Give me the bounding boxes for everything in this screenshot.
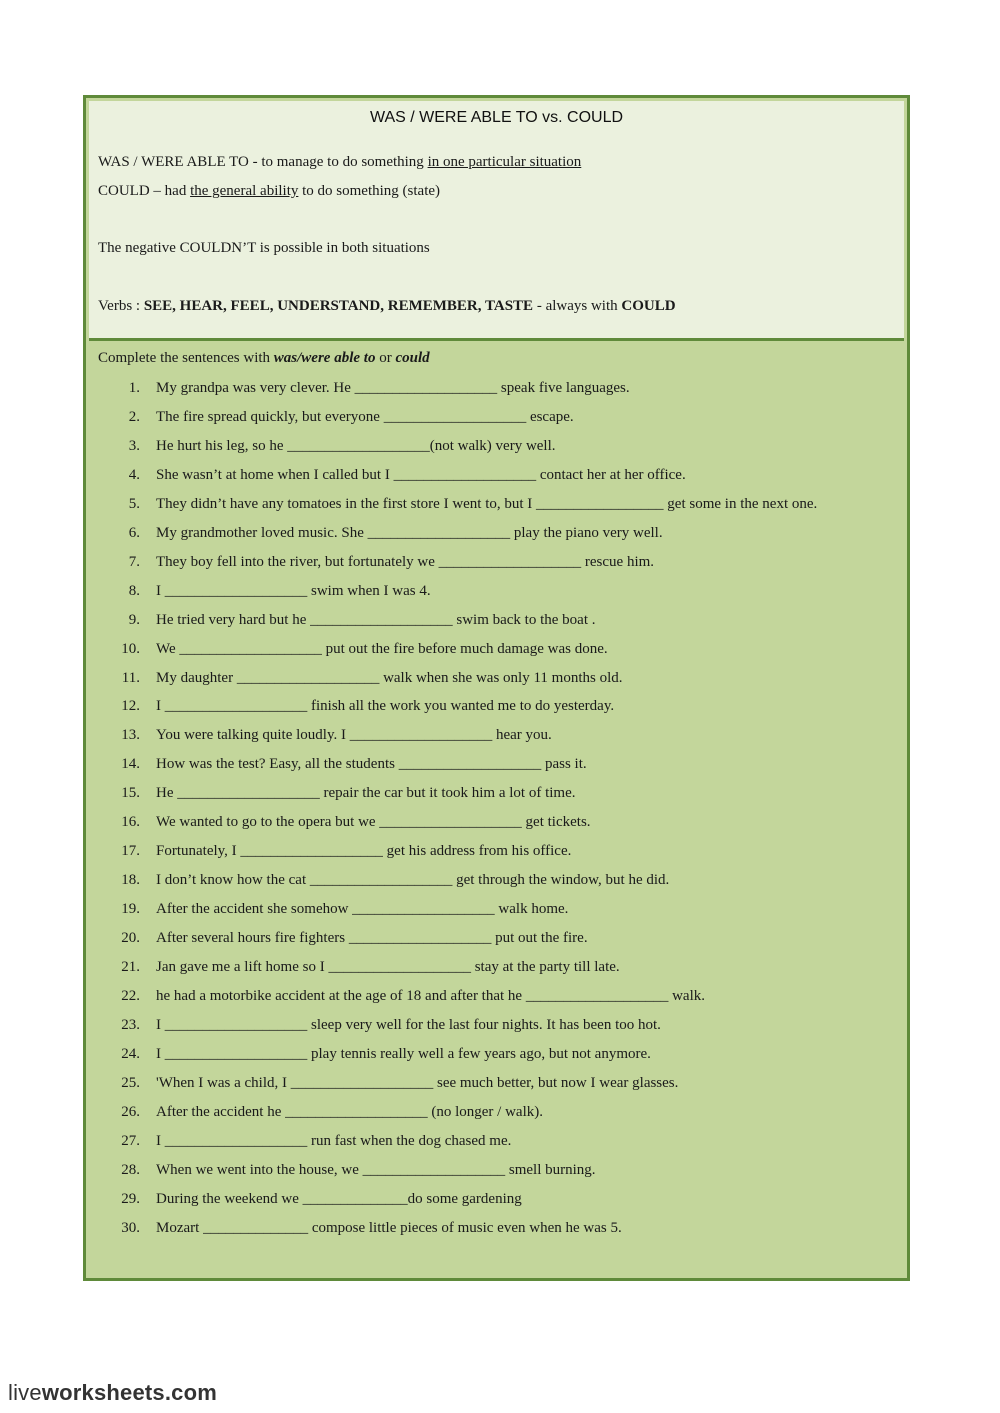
item-number: 27. (121, 1132, 140, 1149)
item-sentence: After the accident he ___________________ (no longer / walk). (156, 1103, 543, 1120)
item-number: 16. (121, 814, 140, 831)
item-sentence: After the accident she somehow ___________________ walk home. (156, 901, 569, 918)
item-number: 8. (128, 582, 140, 599)
item-number: 30. (121, 1219, 140, 1236)
item-sentence: Mozart ______________ compose little pieces of music even when he was 5. (156, 1219, 622, 1236)
theory-box (89, 101, 904, 341)
item-sentence: They didn’t have any tomatoes in the first store I went to, but I _________________ get some in the next one. (156, 495, 818, 512)
item-sentence: My daughter ___________________ walk when she was only 11 months old. (156, 669, 623, 686)
item-sentence: he had a motorbike accident at the age of 18 and after that he ___________________ walk. (156, 987, 705, 1004)
worksheet (83, 95, 910, 1281)
item-sentence: They boy fell into the river, but fortunately we ___________________ rescue him. (156, 553, 655, 570)
item-sentence: You were talking quite loudly. I ___________________ hear you. (156, 727, 552, 744)
item-sentence: My grandpa was very clever. He ___________________ speak five languages. (156, 380, 630, 396)
item-number: 29. (121, 1190, 140, 1207)
item-sentence: 'When I was a child, I ___________________ see much better, but now I wear glasses. (156, 1074, 679, 1091)
item-number: 13. (121, 727, 140, 744)
item-number: 14. (121, 756, 140, 773)
item-sentence: During the weekend we ______________do some gardening (156, 1190, 522, 1207)
item-sentence: I don’t know how the cat ___________________ get through the window, but he did. (156, 872, 670, 889)
item-sentence: After several hours fire fighters ___________________ put out the fire. (156, 930, 588, 947)
item-sentence: I ___________________ run fast when the dog chased me. (156, 1132, 512, 1149)
item-sentence: How was the test? Easy, all the students ___________________ pass it. (156, 756, 587, 773)
item-number: 17. (121, 843, 140, 860)
item-number: 6. (128, 524, 140, 541)
item-sentence: I ___________________ swim when I was 4. (156, 582, 431, 599)
item-sentence: He ___________________ repair the car but it took him a lot of time. (156, 785, 576, 802)
item-number: 1. (128, 380, 140, 396)
exercise-instructions: Complete the sentences with was/were able to or could (98, 350, 430, 366)
item-sentence: We wanted to go to the opera but we ___________________ get tickets. (156, 814, 591, 831)
rule-was-were-able-to: WAS / WERE ABLE TO - to manage to do something in one particular situation (98, 154, 582, 170)
item-number: 18. (121, 872, 140, 889)
item-sentence: I ___________________ finish all the work you wanted me to do yesterday. (156, 698, 615, 715)
item-sentence: She wasn’t at home when I called but I ___________________ contact her at her office. (156, 466, 686, 483)
item-number: 19. (121, 901, 140, 918)
item-sentence: The fire spread quickly, but everyone ___________________ escape. (156, 408, 574, 425)
rule-verbs: Verbs : SEE, HEAR, FEEL, UNDERSTAND, REMEMBER, TASTE - always with COULD (98, 298, 676, 314)
item-sentence: We ___________________ put out the fire before much damage was done. (156, 640, 608, 657)
exercise-section (89, 344, 904, 1275)
item-number: 2. (128, 408, 140, 425)
item-sentence: Jan gave me a lift home so I ___________________ stay at the party till late. (156, 959, 620, 975)
item-number: 4. (128, 466, 140, 483)
item-number: 23. (121, 1016, 140, 1033)
rule-negative: The negative COULDN’T is possible in both situations (98, 240, 430, 256)
footer-logo: liveworksheets.com (8, 1380, 218, 1405)
item-number: 15. (121, 785, 140, 802)
item-number: 28. (121, 1161, 140, 1178)
item-sentence: I ___________________ sleep very well for the last four nights. It has been too hot. (156, 1016, 661, 1033)
item-sentence: I ___________________ play tennis really well a few years ago, but not anymore. (156, 1045, 651, 1062)
item-number: 3. (128, 437, 140, 454)
item-sentence: He hurt his leg, so he ___________________(not walk) very well. (156, 437, 556, 454)
item-number: 22. (121, 987, 140, 1004)
item-number: 21. (121, 959, 140, 975)
item-number: 25. (121, 1074, 140, 1091)
rule-could: COULD – had the general ability to do something (state) (98, 183, 441, 199)
item-sentence: He tried very hard but he ___________________ swim back to the boat . (156, 611, 596, 628)
item-number: 11. (121, 669, 140, 686)
item-number: 20. (121, 930, 140, 947)
item-number: 26. (121, 1103, 140, 1120)
worksheet-title: WAS / WERE ABLE TO vs. COULD (369, 109, 624, 126)
item-number: 12. (121, 698, 140, 715)
item-sentence: My grandmother loved music. She ___________________ play the piano very well. (156, 524, 663, 541)
item-number: 9. (128, 611, 140, 628)
item-number: 7. (128, 553, 140, 570)
item-number: 5. (128, 495, 140, 512)
item-number: 10. (121, 640, 140, 657)
item-sentence: When we went into the house, we ___________________ smell burning. (156, 1161, 596, 1178)
item-number: 24. (121, 1045, 140, 1062)
item-sentence: Fortunately, I ___________________ get his address from his office. (156, 843, 572, 860)
